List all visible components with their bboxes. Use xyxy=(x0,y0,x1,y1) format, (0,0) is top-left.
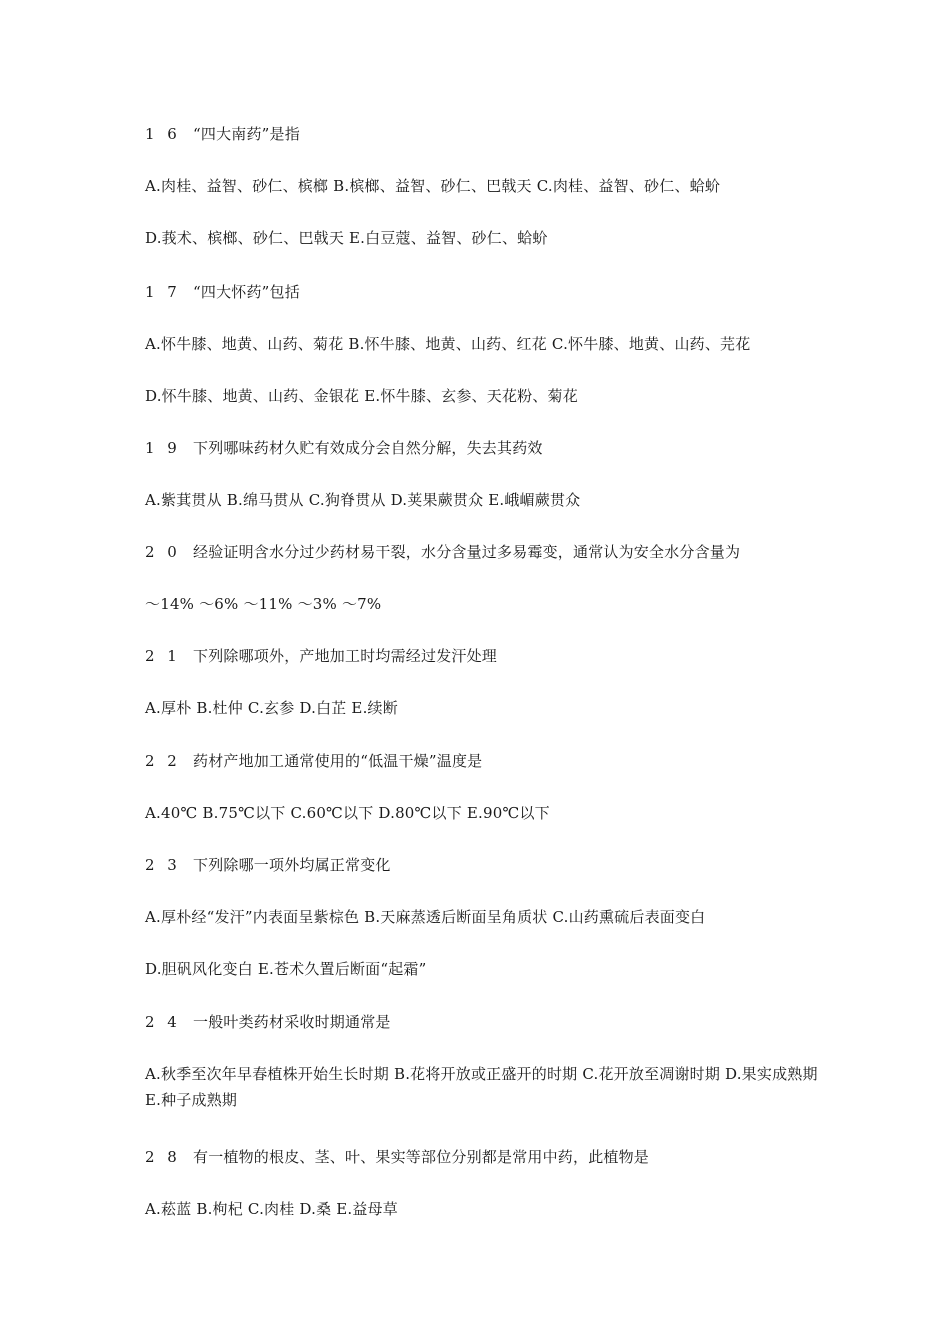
question-text: 经验证明含水分过少药材易干裂，水分含量过多易霉变，通常认为安全水分含量为 xyxy=(193,543,741,561)
question-number: 1 6 xyxy=(145,125,181,143)
question-text: 下列除哪一项外均属正常变化 xyxy=(193,856,391,874)
question-options: D.怀牛膝、地黄、山药、金银花 E.怀牛膝、玄参、天花粉、菊花 xyxy=(145,387,578,405)
question-options: A.厚朴经“发汗”内表面呈紫棕色 B.天麻蒸透后断面呈角质状 C.山药熏硫后表面变白 xyxy=(145,908,706,926)
question-stem xyxy=(145,643,820,669)
question-number: 2 1 xyxy=(145,647,181,665)
question-text: 药材产地加工通常使用的“低温干燥”温度是 xyxy=(193,752,483,770)
question-options: A.肉桂、益智、砂仁、槟榔 B.槟榔、益智、砂仁、巴戟天 C.肉桂、益智、砂仁、蛤蚧 xyxy=(145,177,721,195)
question-text: 下列哪味药材久贮有效成分会自然分解，失去其药效 xyxy=(193,439,543,457)
question-text: “四大怀药”包括 xyxy=(193,283,300,301)
question-options: ～14% ～6% ～11% ～3% ～7% xyxy=(145,595,382,613)
question-number: 2 4 xyxy=(145,1013,181,1031)
question-number: 2 8 xyxy=(145,1148,181,1166)
question-options: A.怀牛膝、地黄、山药、菊花 B.怀牛膝、地黄、山药、红花 C.怀牛膝、地黄、山药、芫花 xyxy=(145,335,751,353)
question-number: 1 7 xyxy=(145,283,181,301)
question-stem xyxy=(145,121,820,147)
question-options: A.紫萁贯从 B.绵马贯从 C.狗脊贯从 D.荚果蕨贯众 E.峨嵋蕨贯众 xyxy=(145,491,581,509)
question-options: D.莪术、槟榔、砂仁、巴戟天 E.白豆蔻、益智、砂仁、蛤蚧 xyxy=(145,229,548,247)
question-text: 下列除哪项外，产地加工时均需经过发汗处理 xyxy=(193,647,498,665)
question-stem xyxy=(145,279,820,305)
question-stem xyxy=(145,1144,820,1170)
question-stem xyxy=(145,852,820,878)
question-text: “四大南药”是指 xyxy=(193,125,300,143)
question-stem xyxy=(145,1009,820,1035)
question-number: 1 9 xyxy=(145,439,181,457)
question-text: 一般叶类药材采收时期通常是 xyxy=(193,1013,391,1031)
question-stem xyxy=(145,748,820,774)
question-options: A.秋季至次年早春植株开始生长时期 B.花将开放或正盛开的时期 C.花开放至凋谢时期 D.果实成熟期 E.种子成熟期 xyxy=(145,1065,818,1109)
question-options: A.厚朴 B.杜仲 C.玄参 D.白芷 E.续断 xyxy=(145,699,398,717)
question-number: 2 0 xyxy=(145,543,181,561)
question-options: A.40℃ B.75℃以下 C.60℃以下 D.80℃以下 E.90℃以下 xyxy=(145,804,550,822)
question-number: 2 2 xyxy=(145,752,181,770)
question-options: A.菘蓝 B.枸杞 C.肉桂 D.桑 E.益母草 xyxy=(145,1200,398,1218)
question-text: 有一植物的根皮、茎、叶、果实等部位分别都是常用中药，此植物是 xyxy=(193,1148,650,1166)
question-stem xyxy=(145,435,820,461)
question-options: D.胆矾风化变白 E.苍术久置后断面“起霜” xyxy=(145,960,427,978)
question-stem xyxy=(145,539,820,565)
question-number: 2 3 xyxy=(145,856,181,874)
